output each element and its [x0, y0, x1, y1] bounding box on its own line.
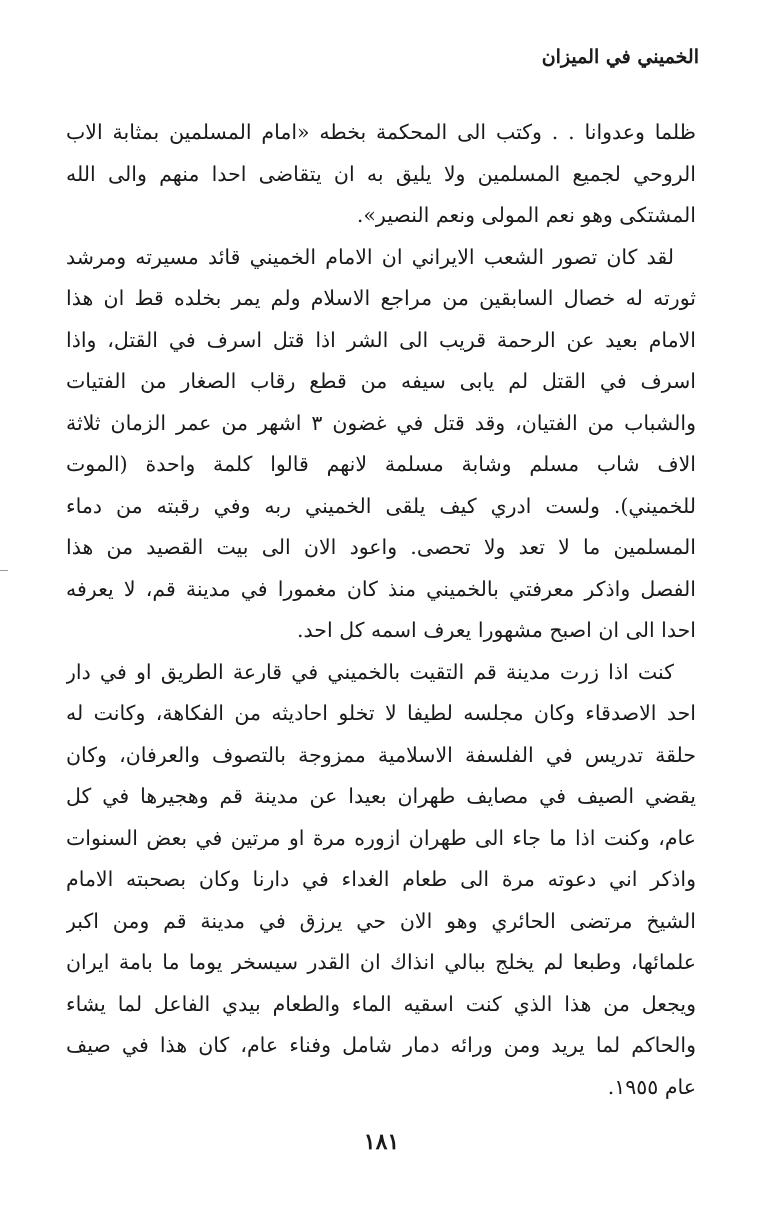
text-line: لقد كان تصور الشعب الايراني ان الامام الخميني قائد مسيرته ومرشد: [66, 244, 674, 269]
text-line: والشباب من الفتيان، وقد قتل في غضون ٣ اشهر من عمر الزمان ثلاثة: [66, 410, 696, 435]
text-line: الاف شاب مسلم وشابة مسلمة لانهم قالوا كلمة واحدة (الموت: [66, 452, 696, 476]
text-line: الامام بعيد عن الرحمة قريب الى الشر اذا قتل اسرف في القتل، واذا: [66, 327, 696, 352]
text-line: واذكر اني دعوته مرة الى طعام الغداء في دارنا وكان بصحبته الامام: [66, 867, 696, 891]
text-line: عام، وكنت اذا ما جاء الى طهران ازوره مرة او مرتين في بعض السنوات: [66, 825, 696, 850]
text-line: يقضي الصيف في مصايف طهران بعيدا عن مدينة قم وهجيرها في كل: [66, 784, 696, 808]
text-line: الفصل واذكر معرفتي بالخميني منذ كان مغمورا في مدينة قم، لا يعرفه: [66, 576, 696, 601]
page-number: ١٨١: [363, 1129, 400, 1155]
text-line: ويجعل من هذا الذي كنت اسقيه الماء والطعام بيدي الفاعل لما يشاء: [66, 991, 696, 1016]
text-line: والحاكم لما يريد ومن ورائه دمار شامل وفناء عام، كان هذا في صيف: [66, 1033, 696, 1057]
text-line: ظلما وعدوانا . . وكتب الى المحكمة بخطه «امام المسلمين بمثابة الاب: [66, 120, 696, 144]
text-line: المشتكى وهو نعم المولى ونعم النصير».: [356, 203, 696, 227]
text-line: ثورته له خصال السابقين من مراجع الاسلام ولم يمر بخلده قط ان هذا: [66, 286, 696, 310]
body-text: [66, 112, 696, 1108]
paragraph: [66, 237, 696, 652]
text-line: كنت اذا زرت مدينة قم التقيت بالخميني في قارعة الطريق او في دار: [66, 659, 674, 684]
text-line: حلقة تدريس في الفلسفة الاسلامية ممزوجة بالتصوف والعرفان، وكان: [66, 742, 696, 767]
text-line: احدا الى ان اصبح مشهورا يعرف اسمه كل احد.: [297, 618, 696, 642]
text-line: للخميني). ولست ادري كيف يلقى الخميني ربه وفي رقبته من دماء: [66, 493, 696, 518]
paragraph: [66, 112, 696, 237]
text-line: احد الاصدقاء وكان مجلسه لطيفا لا تخلو احاديثه من الفكاهة، وكانت له: [66, 701, 696, 725]
text-line: عام ١٩٥٥.: [607, 1074, 696, 1099]
text-line: اسرف في القتل لم يابى سيفه من قطع رقاب الصغار من الفتيات: [66, 369, 696, 393]
paragraph: [66, 652, 696, 1109]
text-line: علمائها، وطبعا لم يخلج ببالي انذاك ان القدر سيسخر يوما ما بامة ايران: [66, 950, 696, 974]
running-title: الخميني في الميزان: [541, 46, 699, 68]
text-line: الروحي لجميع المسلمين ولا يليق به ان يتقاضى احدا منهم والى الله: [66, 161, 696, 186]
page-edge-mark: [0, 570, 8, 571]
text-line: الشيخ مرتضى الحائري وهو الان حي يرزق في مدينة قم ومن اكبر: [66, 908, 696, 933]
text-line: المسلمين ما لا تعد ولا تحصى. واعود الان الى بيت القصيد من هذا: [66, 535, 696, 559]
